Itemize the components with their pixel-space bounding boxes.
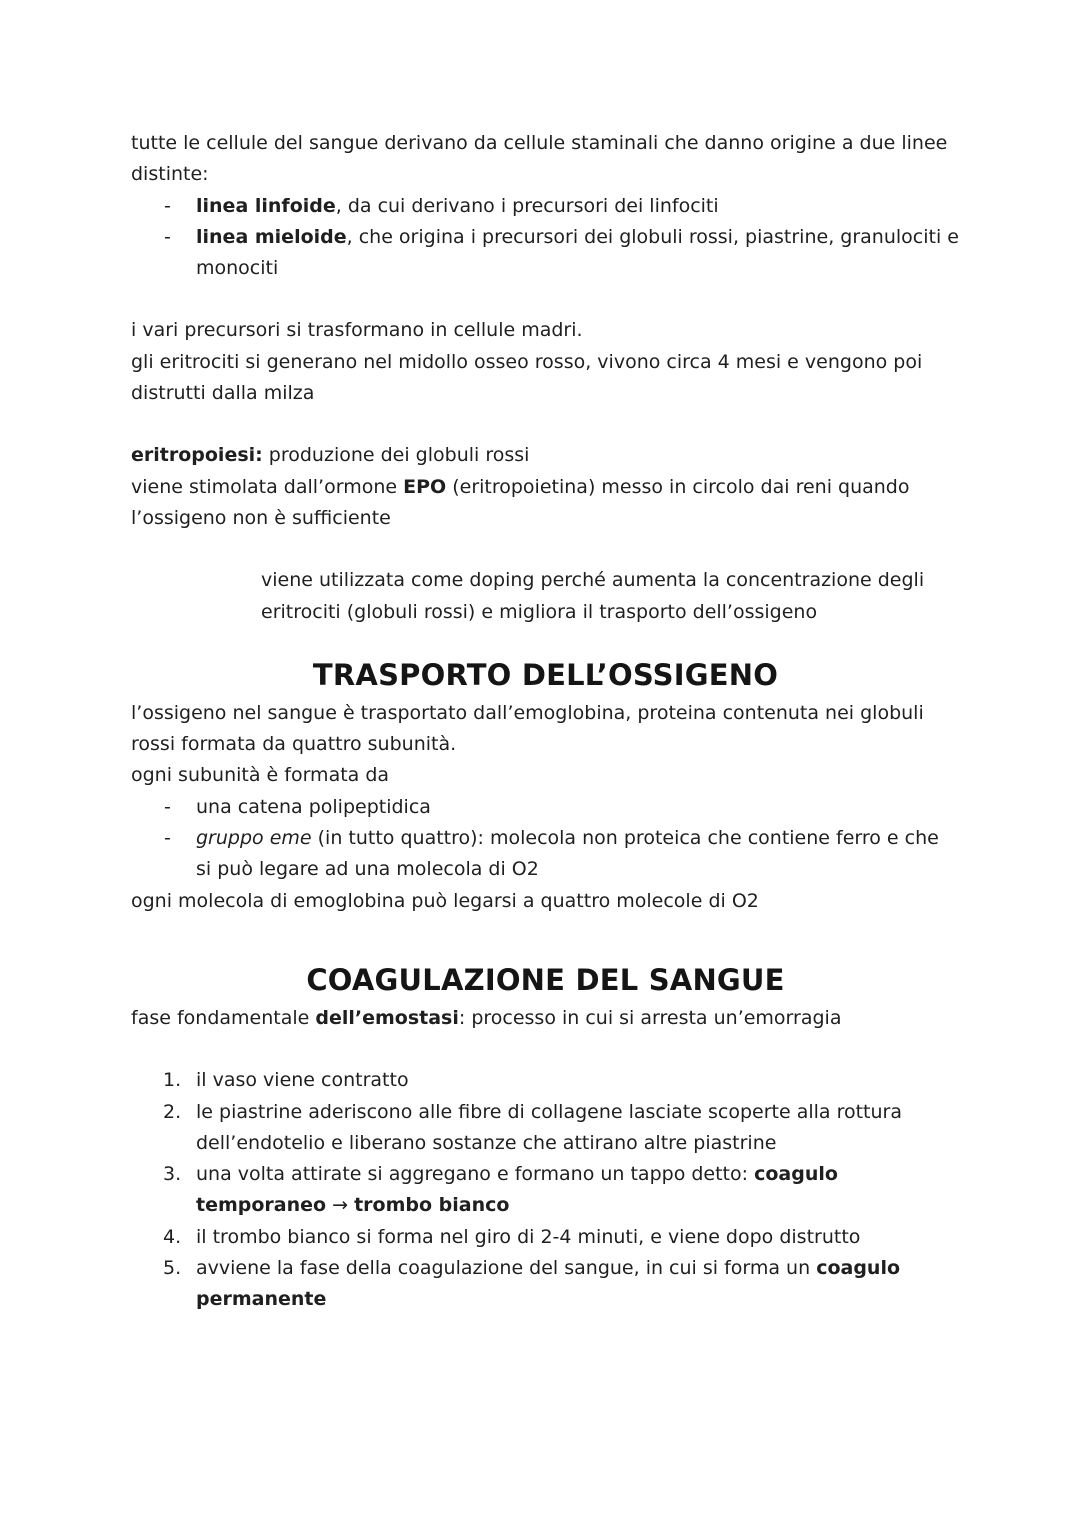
list-item: [163, 1159, 960, 1222]
cell-lines-list: [131, 191, 960, 285]
spacer: [131, 534, 960, 565]
term-linfoide: linea linfoide: [196, 194, 336, 217]
step-text: il vaso viene contratto: [196, 1069, 409, 1092]
step-number: 5.: [163, 1257, 182, 1280]
term-epo: EPO: [403, 475, 447, 498]
doping-note: [131, 565, 960, 628]
step-number: 3.: [163, 1163, 182, 1186]
epo-text-a: viene stimolata dall’ormone: [131, 475, 404, 498]
step-number: 1.: [163, 1069, 182, 1092]
step-text: il trombo bianco si forma nel giro di 2-4 minuti, e viene dopo distrutto: [196, 1225, 861, 1248]
hemoglobin-o2-paragraph: ogni molecola di emoglobina può legarsi a quattro molecole di O2: [131, 889, 759, 912]
list-item: [196, 823, 960, 886]
coagulation-steps-list: [131, 1065, 960, 1315]
hemoglobin-paragraph: l’ossigeno nel sangue è trasportato dall’emoglobina, proteina contenuta nei globuli rossi formata da quattro subunità.: [131, 701, 924, 756]
list-item: [163, 1253, 960, 1316]
emostasi-text-b: : processo in cui si arresta un’emorragia: [458, 1006, 842, 1029]
term-coagulo-temporaneo: coagulo temporaneo: [196, 1163, 838, 1217]
step-number: 2.: [163, 1100, 182, 1123]
precursors-paragraph: i vari precursori si trasformano in cellule madri.: [131, 319, 583, 342]
list-item-text: (in tutto quattro): molecola non proteica che contiene ferro e che si può legare ad una molecola di O2: [196, 827, 939, 881]
term-gruppo-eme: gruppo eme: [196, 827, 312, 850]
term-trombo-bianco: trombo bianco: [354, 1194, 510, 1217]
list-item: [163, 1097, 960, 1160]
definition-text: produzione dei globuli rossi: [262, 444, 530, 467]
subunit-list: [131, 792, 960, 886]
term-mieloide: linea mieloide: [196, 225, 347, 248]
emostasi-text-a: fase fondamentale: [131, 1006, 316, 1029]
list-item: [163, 1065, 960, 1096]
list-item: - una catena polipeptidica: [196, 792, 960, 823]
eritropoiesi-definition: [131, 440, 960, 471]
spacer: [131, 409, 960, 440]
term-emostasi: dell’emostasi: [315, 1006, 459, 1029]
epo-paragraph: [131, 472, 960, 535]
step-text: le piastrine aderiscono alle fibre di collagene lasciate scoperte alla rottura dell’endotelio e liberano sostanze che attirano altre piastrine: [196, 1100, 902, 1154]
erythrocytes-paragraph: gli eritrociti si generano nel midollo osseo rosso, vivono circa 4 mesi e vengono poi distrutti dalla milza: [131, 350, 923, 405]
list-item: [163, 1222, 960, 1253]
spacer: [131, 1034, 960, 1065]
list-item: [196, 222, 960, 285]
epo-text-b: (eritropoietina) messo in circolo dai reni quando l’ossigeno non è sufficiente: [131, 475, 910, 529]
arrow-glyph: →: [326, 1194, 355, 1217]
doping-note-text: viene utilizzata come doping perché aumenta la concentrazione degli eritrociti (globuli rossi) e migliora il trasporto dell’ossigeno: [261, 569, 925, 623]
step-text: avviene la fase della coagulazione del sangue, in cui si forma un: [196, 1257, 817, 1280]
step-text: una volta attirate si aggregano e formano un tappo detto:: [196, 1163, 755, 1186]
step-number: 4.: [163, 1225, 182, 1248]
heading-trasporto-ossigeno: TRASPORTO DELL’OSSIGENO: [312, 657, 779, 692]
list-item-text: , che origina i precursori dei globuli rossi, piastrine, granulociti e monociti: [196, 225, 959, 280]
list-item-text: , da cui derivano i precursori dei linfociti: [335, 194, 719, 217]
term-eritropoiesi: eritropoiesi:: [131, 444, 263, 467]
subunit-paragraph: ogni subunità è formata da: [131, 764, 390, 787]
heading-coagulazione: COAGULAZIONE DEL SANGUE: [306, 962, 785, 997]
intro-paragraph: tutte le cellule del sangue derivano da cellule staminali che danno origine a due linee distinte:: [131, 132, 948, 186]
spacer: [131, 284, 960, 315]
term-coagulo-permanente: coagulo permanente: [196, 1257, 901, 1311]
emostasi-paragraph: [131, 1003, 960, 1034]
list-item: [196, 191, 960, 222]
